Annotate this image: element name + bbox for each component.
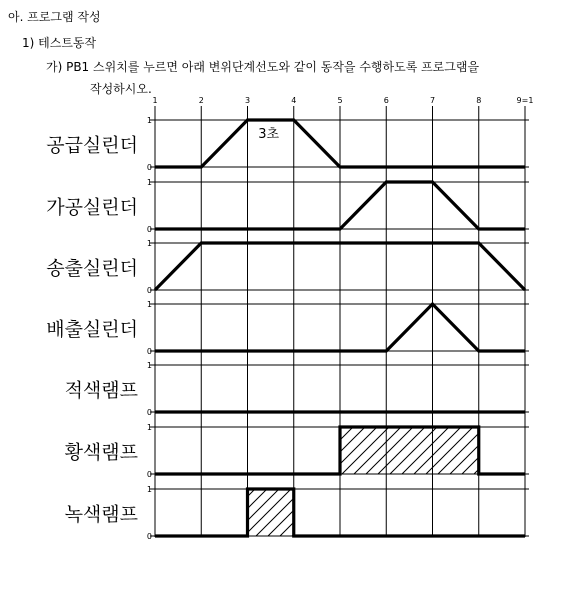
row-label: 공급실린더 <box>46 134 138 157</box>
step-label: 9=1 <box>516 96 534 105</box>
instruction-line-1: 가) PB1 스위치를 누르면 아래 변위단계선도와 같이 동작을 수행하도록 프로그램을 <box>46 60 480 74</box>
level-low-label: 0 <box>146 286 152 295</box>
instruction-line-2: 작성하시오. <box>90 82 152 96</box>
row-label: 황색램프 <box>64 441 138 464</box>
row-label: 배출실린더 <box>46 318 138 341</box>
lamp-on-hatch <box>248 489 294 536</box>
row-label: 녹색램프 <box>64 503 138 526</box>
row-label: 적색램프 <box>64 379 138 402</box>
section-subheading: 1) 테스트동작 <box>22 36 97 50</box>
level-high-label: 1 <box>146 361 152 370</box>
level-low-label: 0 <box>146 163 152 172</box>
duration-annotation: 3초 <box>258 127 280 142</box>
step-label: 6 <box>383 96 389 105</box>
step-label: 2 <box>198 96 204 105</box>
step-label: 3 <box>244 96 251 105</box>
step-label: 7 <box>429 96 436 105</box>
level-high-label: 1 <box>146 485 152 494</box>
page-heading: 아. 프로그램 작성 <box>8 10 101 24</box>
step-label: 5 <box>337 96 343 105</box>
level-high-label: 1 <box>146 178 152 187</box>
level-high-label: 1 <box>146 239 152 248</box>
level-low-label: 0 <box>146 470 152 479</box>
lamp-on-hatch <box>340 427 479 474</box>
step-label: 1 <box>152 96 158 105</box>
level-high-label: 1 <box>146 116 152 125</box>
level-high-label: 1 <box>146 300 152 309</box>
hatch-layer <box>248 427 479 536</box>
level-low-label: 0 <box>146 408 152 417</box>
row-label: 가공실린더 <box>46 196 138 219</box>
level-low-label: 0 <box>146 347 152 356</box>
step-label: 8 <box>476 96 482 105</box>
row-label: 송출실린더 <box>46 257 138 280</box>
level-high-label: 1 <box>146 423 152 432</box>
step-label: 4 <box>291 96 297 105</box>
level-low-label: 0 <box>146 532 152 541</box>
level-low-label: 0 <box>146 225 152 234</box>
